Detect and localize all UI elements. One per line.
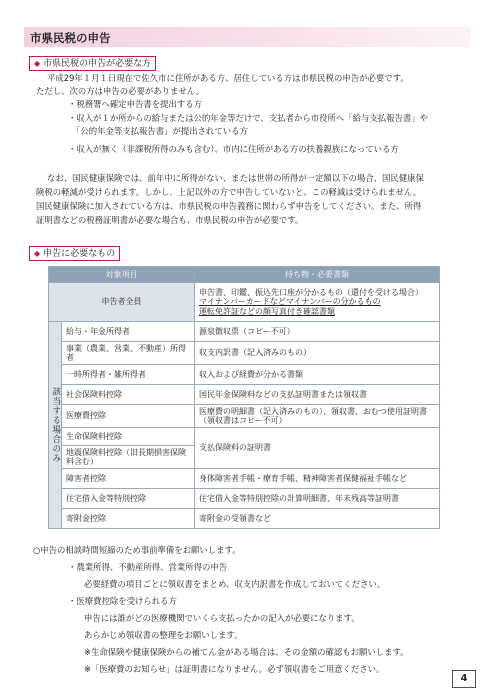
diamond-icon: ◆ — [34, 59, 41, 68]
note-line: ・医療費控除を受けられる方 — [68, 596, 177, 606]
doc-line: 申告書、印鑑、振込先口座が分かるもの（還付を受ける場合） — [199, 287, 423, 297]
row-doc: 医療費の明細書（記入済みのもの）、領収書、おむつ使用証明書 （領収書はコピー不可） — [195, 405, 440, 428]
table-row — [49, 322, 440, 342]
row-item: 障害者控除 — [62, 469, 195, 489]
row-doc: 支払保険料の証明書 — [195, 428, 440, 469]
diamond-icon: ◆ — [34, 249, 41, 258]
row-item: 住宅借入金等特別控除 — [62, 489, 195, 509]
all-applicants-cell: 申告者全員 — [49, 283, 195, 322]
note-line: ・農業所得、不動産所得、営業所得の申告 — [68, 562, 228, 572]
row-item: 寄附金控除 — [62, 509, 195, 529]
section1-line: ・収入が１か所からの給与または公的年金等だけで、支払者から市役所へ「給与支払報告書」や — [68, 113, 428, 123]
row-doc: 収入および経費が分かる書類 — [195, 365, 440, 385]
header-target: 対象項目 — [49, 267, 195, 283]
note-line: あらかじめ領収書の整理をお願いします。 — [84, 630, 243, 640]
row-item: 社会保険料控除 — [62, 385, 195, 405]
section2-label: ◆ 申告に必要なもの — [29, 246, 120, 261]
note-line: 必要経費の項目ごとに領収書をまとめ、収支内訳書を作成しておいてください。 — [84, 579, 386, 589]
row-item: 地震保険料控除（旧長期損害保険料含む） — [62, 446, 195, 469]
section1-label: ◆ 市県民税の申告が必要な方 — [29, 56, 156, 71]
section1-para: 国民健康保険に加入されている方は、市県民税の申告義務に関わらず申告をしてください。また、所得 — [36, 201, 422, 211]
header-documents: 持ち物・必要書類 — [195, 267, 440, 283]
section1-line: ・税務署へ確定申告書を提出する方 — [68, 99, 202, 109]
table-row — [49, 489, 440, 509]
table-row — [49, 428, 440, 446]
doc-line: マイナンバーカードなどマイナンバーの分かるもの — [199, 297, 381, 307]
table-row — [49, 509, 440, 529]
row-doc: 寄附金の受領書など — [195, 509, 440, 529]
section1-para: 険税の軽減が受けられます。しかし、上記以外の方で申告していないと、この軽減は受けられません。 — [36, 187, 422, 197]
row-doc: 身体障害者手帳・療育手帳、精神障害者保健福祉手帳など — [195, 469, 440, 489]
vertical-label: 該当する場合のみ — [50, 387, 61, 463]
table-row — [49, 365, 440, 385]
row-item: 給与・年金所得者 — [62, 322, 195, 342]
table-row — [49, 405, 440, 428]
section1-line: 「公的年金等支払報告書」が提出されている方 — [72, 126, 248, 136]
row-item: 医療費控除 — [62, 405, 195, 428]
table-header-row — [49, 267, 440, 283]
section1-line: ・収入が無く（非課税所得のみも含む）、市内に住所がある方の扶養親族になっている方 — [68, 144, 399, 154]
row-item: 事業（農業、営業、不動産）所得者 — [62, 342, 195, 365]
vertical-label-cell — [49, 322, 62, 529]
row-doc: 国民年金保険料などの支払証明書または領収書 — [195, 385, 440, 405]
section-title-bar — [24, 27, 470, 47]
note-line: 申告には誰がどの医療機関でいくら支払ったかの記入が必要になります。 — [84, 613, 360, 623]
row-item: 生命保険料控除 — [62, 428, 195, 446]
page-number: 4 — [452, 670, 476, 688]
section1-para: なお、国民健康保険では、前年中に所得がない、または世帯の所得が一定額以下の場合、国民健康保 — [47, 173, 424, 183]
row-doc: 住宅借入金等特別控除の計算明細書、年末残高等証明書 — [195, 489, 440, 509]
page-title: 市県民税の申告 — [30, 31, 111, 45]
note-line: ※生命保険や健康保険からの補てん金がある場合は、その金額の確認もお願いします。 — [84, 647, 409, 657]
note-line: ※「医療費のお知らせ」は証明書になりません。必ず領収書をご用意ください。 — [84, 664, 385, 674]
row-item: 一時所得者・雑所得者 — [62, 365, 195, 385]
all-applicants-docs — [195, 283, 440, 322]
table-row — [49, 342, 440, 365]
row-doc: 源泉徴収票（コピー不可） — [195, 322, 440, 342]
row-doc: 収支内訳書（記入済みのもの） — [195, 342, 440, 365]
table-row-all — [49, 283, 440, 322]
table-row — [49, 469, 440, 489]
note-line: ○申告の相談時間短縮のため事前準備をお願いします。 — [33, 545, 241, 555]
doc-line: 運転免許証などの顔写真付き確認書類 — [199, 306, 335, 316]
requirements-table — [48, 266, 440, 529]
section1-para: 証明書などの税務証明書が必要な場合も、市県民税の申告が必要です。 — [36, 215, 304, 225]
table-row — [49, 385, 440, 405]
section1-line: ただし、次の方は申告の必要がありません。 — [36, 86, 205, 96]
section1-line: 平成29年１月１日現在で佐久市に住所がある方、居住している方は市県民税の申告が必要です。 — [47, 73, 409, 83]
